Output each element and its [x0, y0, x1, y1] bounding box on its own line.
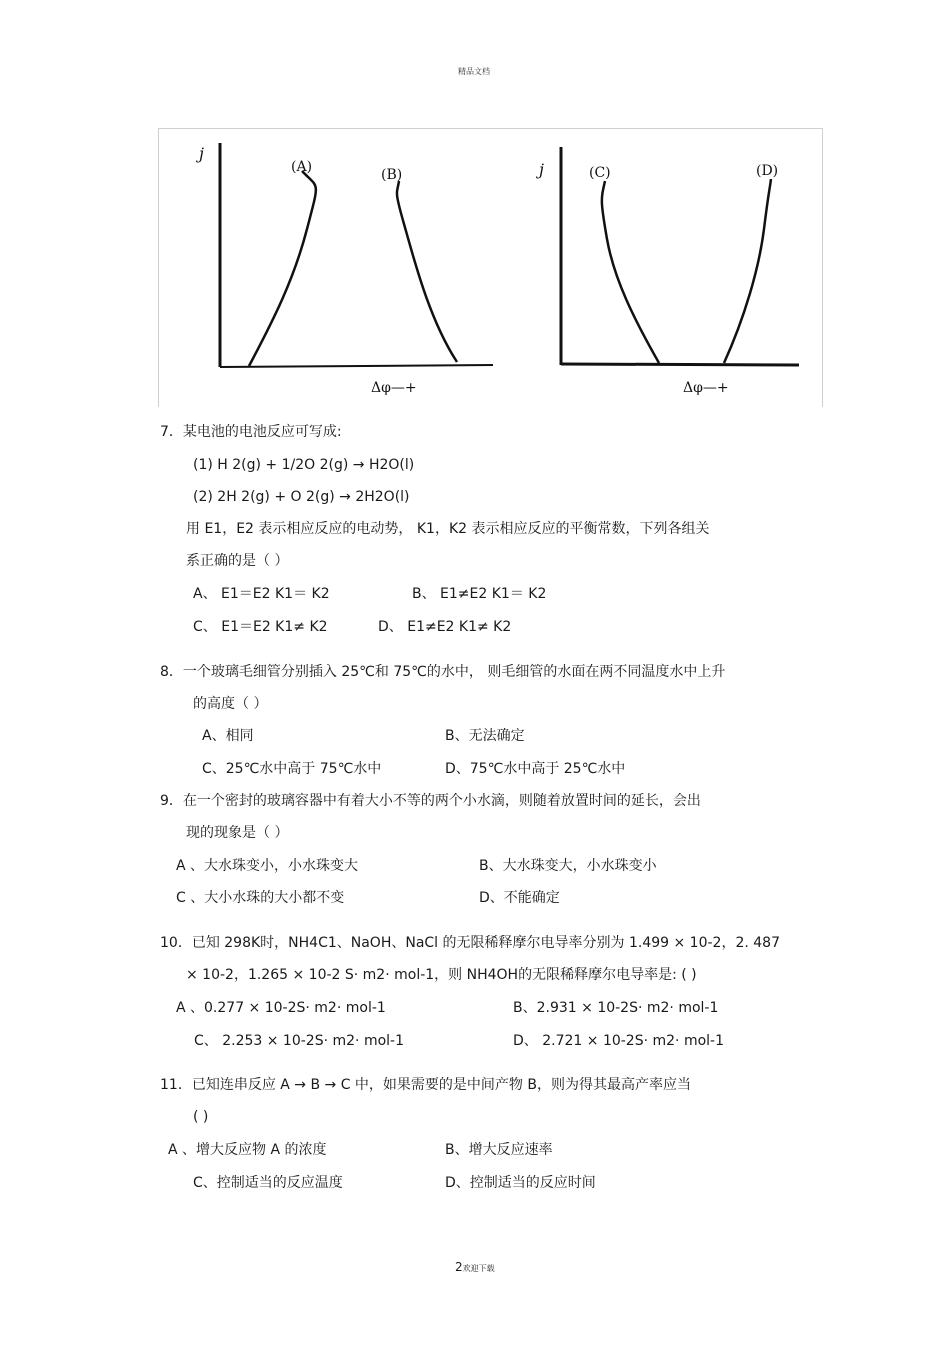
curve-a	[249, 171, 316, 366]
q9-option-c: C 、大小水珠的大小都不变	[176, 890, 345, 906]
q8-option-d: D、75℃水中高于 25℃水中	[445, 761, 626, 777]
q10-option-b: B、2.931 × 10-2S· m2· mol-1	[513, 1000, 719, 1016]
q9-option-a: A 、大水珠变小，小水珠变大	[176, 858, 359, 874]
q8-option-a: A、相同	[202, 728, 254, 744]
left-y-label: j	[199, 144, 204, 163]
q7-reaction-2: (2) 2H 2(g) + O 2(g) → 2H2O(l)	[193, 489, 410, 505]
polarization-curves-svg	[159, 129, 822, 407]
q7-option-a: A、 E1＝E2 K1＝ K2	[193, 586, 330, 602]
q10-option-a: A 、0.277 × 10-2S· m2· mol-1	[176, 1000, 386, 1016]
q8-line-2: 的高度（ ）	[193, 696, 268, 712]
q11-option-b: B、增大反应速率	[445, 1142, 553, 1158]
q7-stem: 7．某电池的电池反应可写成:	[160, 424, 342, 440]
left-x-axis	[220, 365, 493, 367]
page-header: 精品文档	[458, 67, 490, 76]
curve-c	[602, 181, 659, 363]
left-x-label: Δφ—+	[371, 380, 417, 396]
curve-a-label: (A)	[291, 159, 313, 175]
q7-line-3: 用 E1，E2 表示相应反应的电动势， K1，K2 表示相应反应的平衡常数，下列各组关	[186, 521, 710, 537]
q9-option-d: D、不能确定	[479, 890, 560, 906]
polarization-figure	[158, 128, 823, 407]
q8-option-b: B、无法确定	[445, 728, 525, 744]
q10-option-c: C、 2.253 × 10-2S· m2· mol-1	[194, 1033, 404, 1049]
q7-line-4: 系正确的是（ ）	[186, 553, 289, 569]
curve-d-label: (D)	[756, 163, 779, 179]
q9-option-b: B、大水珠变大，小水珠变小	[479, 858, 657, 874]
q11-option-a: A 、增大反应物 A 的浓度	[168, 1142, 327, 1158]
q11-option-c: C、控制适当的反应温度	[193, 1175, 343, 1191]
right-x-axis	[561, 364, 799, 365]
q11-stem: 11．已知连串反应 A → B → C 中，如果需要的是中间产物 B，则为得其最高产率应当	[160, 1077, 691, 1093]
page-footer	[455, 1260, 495, 1274]
q7-option-c: C、 E1＝E2 K1≠ K2	[193, 619, 328, 635]
curve-b	[397, 181, 457, 362]
q10-stem: 10．已知 298K时，NH4C1、NaOH、NaCl 的无限稀释摩尔电导率分别为 1.499 × 10-2，2. 487	[160, 935, 780, 951]
q9-line-2: 现的现象是（ ）	[186, 825, 289, 841]
q8-stem: 8．一个玻璃毛细管分别插入 25℃和 75℃的水中， 则毛细管的水面在两不同温度水中上升	[160, 664, 726, 680]
q8-option-c: C、25℃水中高于 75℃水中	[202, 761, 382, 777]
right-y-label: j	[539, 160, 544, 179]
q7-option-b: B、 E1≠E2 K1＝ K2	[412, 586, 547, 602]
q10-option-d: D、 2.721 × 10-2S· m2· mol-1	[513, 1033, 724, 1049]
curve-b-label: (B)	[381, 167, 403, 183]
footer-note: 欢迎下载	[462, 1264, 495, 1273]
q7-reaction-1: (1) H 2(g) + 1/2O 2(g) → H2O(l)	[193, 457, 415, 473]
q11-option-d: D、控制适当的反应时间	[445, 1175, 596, 1191]
curve-c-label: (C)	[589, 165, 611, 181]
curve-d	[724, 179, 771, 363]
q7-option-d: D、 E1≠E2 K1≠ K2	[378, 619, 512, 635]
page-number: 2	[455, 1260, 463, 1274]
right-x-label: Δφ—+	[683, 380, 729, 396]
q10-line-2: × 10-2，1.265 × 10-2 S· m2· mol-1，则 NH4OH的无限稀释摩尔电导率是: ( )	[186, 967, 697, 983]
q11-line-2: ( )	[193, 1109, 209, 1125]
q9-stem: 9．在一个密封的玻璃容器中有着大小不等的两个小水滴，则随着放置时间的延长，会出	[160, 793, 701, 809]
